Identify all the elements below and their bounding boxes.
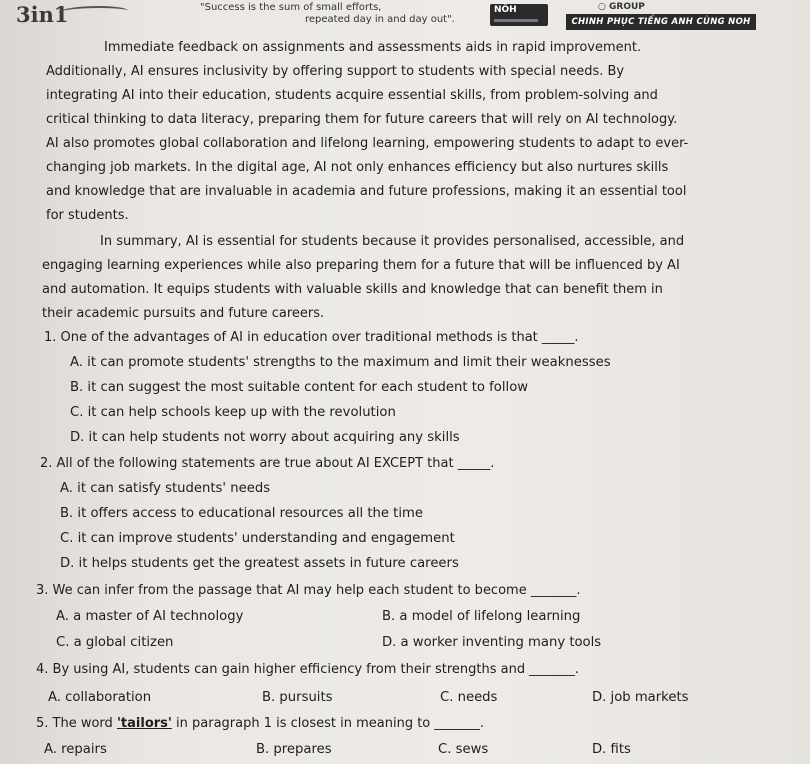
logo-stripe-icon [494, 19, 538, 22]
q1-option-c[interactable]: C. it can help schools keep up with the revolution [70, 405, 396, 420]
q4-option-a[interactable]: A. collaboration [48, 690, 152, 705]
q3-option-a[interactable]: A. a master of AI technology [56, 609, 244, 624]
passage-line: In summary, AI is essential for students because it provides personalised, accessible, and [100, 234, 685, 249]
passage-line: and automation. It equips students with valuable skills and knowledge that can benefit them in [42, 282, 663, 297]
passage-line: and knowledge that are invaluable in academia and future professions, making it an essential tool [46, 184, 687, 199]
question-1-stem: 1. One of the advantages of AI in education over traditional methods is that _____. [44, 330, 579, 345]
passage-line: integrating AI into their education, students acquire essential skills, from problem-solving and [46, 88, 658, 103]
q2-option-b[interactable]: B. it offers access to educational resources all the time [60, 506, 423, 521]
brand-logo: 3in1 [16, 2, 69, 27]
group-label: ○ GROUP [598, 2, 645, 12]
q5-option-a[interactable]: A. repairs [44, 742, 107, 757]
question-4-stem: 4. By using AI, students can gain higher efficiency from their strengths and _______. [36, 662, 579, 677]
passage-line: their academic pursuits and future careers. [42, 306, 325, 321]
q1-option-b[interactable]: B. it can suggest the most suitable content for each student to follow [70, 380, 529, 395]
passage-line: AI also promotes global collaboration and lifelong learning, empowering students to adapt to ever- [46, 136, 689, 151]
q3-option-c[interactable]: C. a global citizen [56, 635, 174, 650]
passage-line: Additionally, AI ensures inclusivity by offering support to students with special needs. By [46, 64, 625, 79]
passage-line: Immediate feedback on assignments and assessments aids in rapid improvement. [104, 40, 642, 55]
q4-option-c[interactable]: C. needs [440, 690, 498, 705]
q1-option-d[interactable]: D. it can help students not worry about acquiring any skills [70, 430, 460, 445]
q5-stem-end: in paragraph 1 is closest in meaning to _______. [171, 716, 485, 731]
q4-option-d[interactable]: D. job markets [592, 690, 689, 705]
passage-line: critical thinking to data literacy, preparing them for future careers that will rely on AI technology. [46, 112, 678, 127]
question-3-stem: 3. We can infer from the passage that AI may help each student to become _______. [36, 583, 581, 598]
q1-option-a[interactable]: A. it can promote students' strengths to the maximum and limit their weaknesses [70, 355, 611, 370]
q3-option-d[interactable]: D. a worker inventing many tools [382, 635, 602, 650]
header-strip [0, 0, 810, 34]
q5-option-b[interactable]: B. prepares [256, 742, 332, 757]
motto-line-1: "Success is the sum of small efforts, [200, 2, 382, 13]
question-2-stem: 2. All of the following statements are true about AI EXCEPT that _____. [40, 456, 495, 471]
q3-option-b[interactable]: B. a model of lifelong learning [382, 609, 581, 624]
group-label-text: GROUP [609, 2, 645, 12]
q2-option-d[interactable]: D. it helps students get the greatest assets in future careers [60, 556, 459, 571]
question-5-stem [36, 716, 484, 732]
passage-line: for students. [46, 208, 129, 223]
q5-option-c[interactable]: C. sews [438, 742, 489, 757]
brand-swoosh-icon [58, 6, 128, 18]
noh-logo-text: NÔH [494, 5, 517, 15]
q2-option-a[interactable]: A. it can satisfy students' needs [60, 481, 271, 496]
motto-line-2: repeated day in and day out". [305, 14, 455, 25]
passage-line: changing job markets. In the digital age, AI not only enhances efficiency but also nurtures skills [46, 160, 669, 175]
passage-line: engaging learning experiences while also preparing them for a future that will be influenced by AI [42, 258, 680, 273]
tagline-banner: CHINH PHỤC TIẾNG ANH CÙNG NOH [566, 14, 756, 30]
q2-option-c[interactable]: C. it can improve students' understanding and engagement [60, 531, 455, 546]
q5-option-d[interactable]: D. fits [592, 742, 631, 757]
noh-logo [490, 4, 548, 26]
q4-option-b[interactable]: B. pursuits [262, 690, 333, 705]
q5-target-word: 'tailors' [116, 716, 172, 731]
q5-stem-start: 5. The word [36, 716, 117, 731]
